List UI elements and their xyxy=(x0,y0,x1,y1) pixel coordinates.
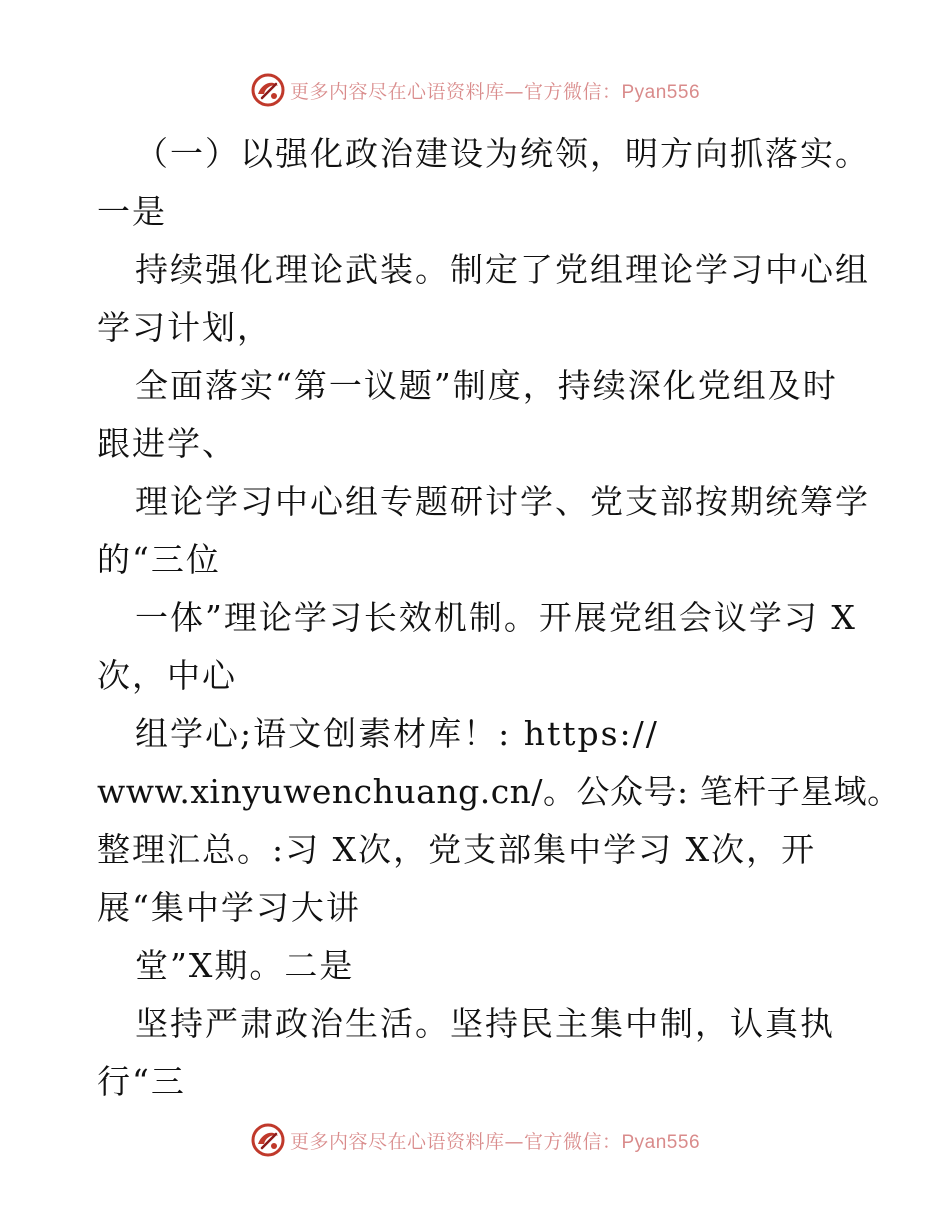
paragraph-line: 学习计划， xyxy=(97,308,272,347)
header-watermark xyxy=(0,68,950,112)
paragraph-line: 组学心;语文创素材库！: https:// xyxy=(135,714,659,753)
footer-watermark xyxy=(0,1118,950,1162)
paragraph-line: 全面落实“第一议题”制度，持续深化党组及时 xyxy=(135,366,838,405)
paragraph-line: （一）以强化政治建设为统领，明方向抓落实。 xyxy=(135,134,870,173)
paragraph-line: 持续强化理论武装。制定了党组理论学习中心组 xyxy=(135,250,870,289)
watermark-text: 更多内容尽在心语资料库—官方微信：Pyan556 xyxy=(289,1130,701,1153)
paragraph-line: 一是 xyxy=(97,192,167,231)
document-body xyxy=(97,125,901,1111)
paragraph-line: 整理汇总。:习 X次，党支部集中学习 X次，开 xyxy=(97,830,817,869)
red-swirl-logo-icon xyxy=(250,1122,286,1158)
paragraph-line: 展“集中学习大讲 xyxy=(97,888,361,927)
paragraph-line: 行“三 xyxy=(97,1062,186,1101)
paragraph-line: 堂”X期。二是 xyxy=(135,946,355,985)
red-swirl-logo-icon xyxy=(250,72,286,108)
paragraph-line: 的“三位 xyxy=(97,540,221,579)
paragraph-line: 理论学习中心组专题研讨学、党支部按期统筹学 xyxy=(135,482,870,521)
paragraph-line: 坚持严肃政治生活。坚持民主集中制，认真执 xyxy=(135,1004,835,1043)
paragraph-line: 一体”理论学习长效机制。开展党组会议学习 X xyxy=(135,598,857,637)
paragraph-line: 跟进学、 xyxy=(97,424,237,463)
paragraph-line: 次，中心 xyxy=(97,656,237,695)
watermark-text: 更多内容尽在心语资料库—官方微信：Pyan556 xyxy=(289,80,701,103)
url-line: www.xinyuwenchuang.cn/。公众号: 笔杆子星域。 xyxy=(97,772,901,811)
